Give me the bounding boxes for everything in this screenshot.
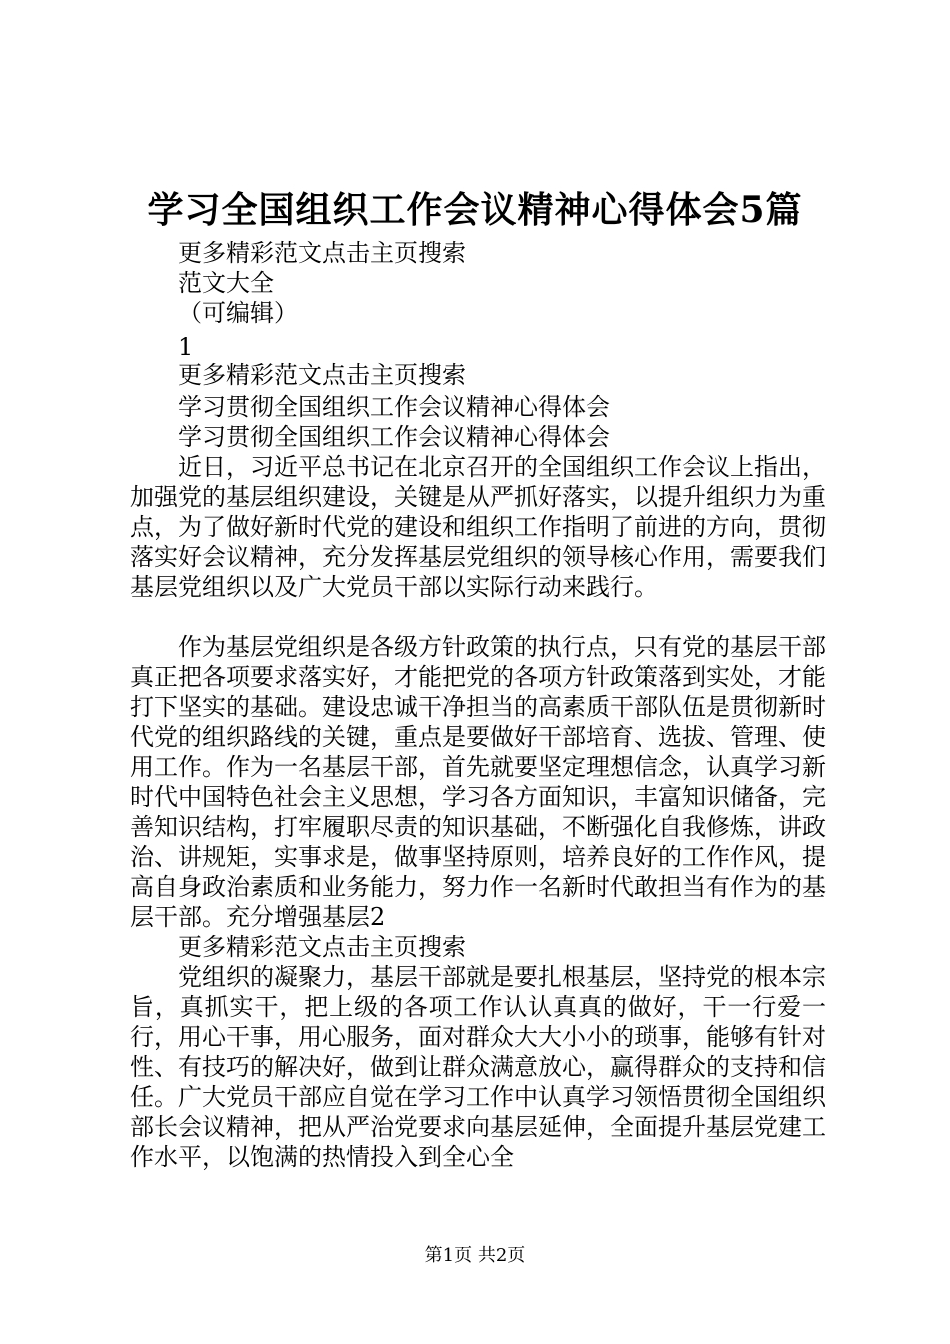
header-line-more-essays: 更多精彩范文点击主页搜索 [178, 239, 466, 267]
subtitle-line-2: 学习贯彻全国组织工作会议精神心得体会 [178, 423, 610, 451]
body-paragraph-1: 近日，习近平总书记在北京召开的全国组织工作会议上指出，加强党的基层组织建设，关键是从严抓好落实，以提升组织力为重点，为了做好新时代党的建设和组织工作指明了前进的方向，贯彻落实好会议精神，充分发挥基层党组织的领导核心作用，需要我们基层党组织以及广大党员干部以实际行动来践行。 [130, 453, 826, 601]
header-line-number: 1 [178, 333, 194, 361]
header-line-editable: （可编辑） [178, 299, 298, 327]
body-paragraph-2: 作为基层党组织是各级方针政策的执行点，只有党的基层干部真正把各项要求落实好，才能把党的各项方针政策落到实处，才能打下坚实的基础。建设忠诚干净担当的高素质干部队伍是贯彻新时代党的组织路线的关键，重点是要做好干部培育、选拔、管理、使用工作。作为一名基层干部，首先就要坚定理想信念，认真学习新时代中国特色社会主义思想，学习各方面知识，丰富知识储备，完善知识结构，打牢履职尽责的知识基础，不断强化自我修炼，讲政治、讲规矩，实事求是，做事坚持原则，培养良好的工作作风，提高自身政治素质和业务能力，努力作一名新时代敢担当有作为的基层干部。充分增强基层2 [130, 633, 826, 931]
page-footer: 第1页 共2页 [424, 1245, 526, 1266]
header-line-essay-collection: 范文大全 [178, 269, 274, 297]
header-line-more-essays-2: 更多精彩范文点击主页搜索 [178, 361, 466, 389]
subtitle-line-1: 学习贯彻全国组织工作会议精神心得体会 [178, 393, 610, 421]
mid-line-more-essays: 更多精彩范文点击主页搜索 [178, 933, 466, 961]
document-title: 学习全国组织工作会议精神心得体会5篇 [147, 189, 803, 231]
body-paragraph-3: 党组织的凝聚力，基层干部就是要扎根基层，坚持党的根本宗旨，真抓实干，把上级的各项工作认认真真的做好，干一行爱一行，用心干事，用心服务，面对群众大大小小的琐事，能够有针对性、有技巧的解决好，做到让群众满意放心，赢得群众的支持和信任。广大党员干部应自觉在学习工作中认真学习领悟贯彻全国组织部长会议精神，把从严治党要求向基层延伸，全面提升基层党建工作水平，以饱满的热情投入到全心全 [130, 963, 826, 1171]
